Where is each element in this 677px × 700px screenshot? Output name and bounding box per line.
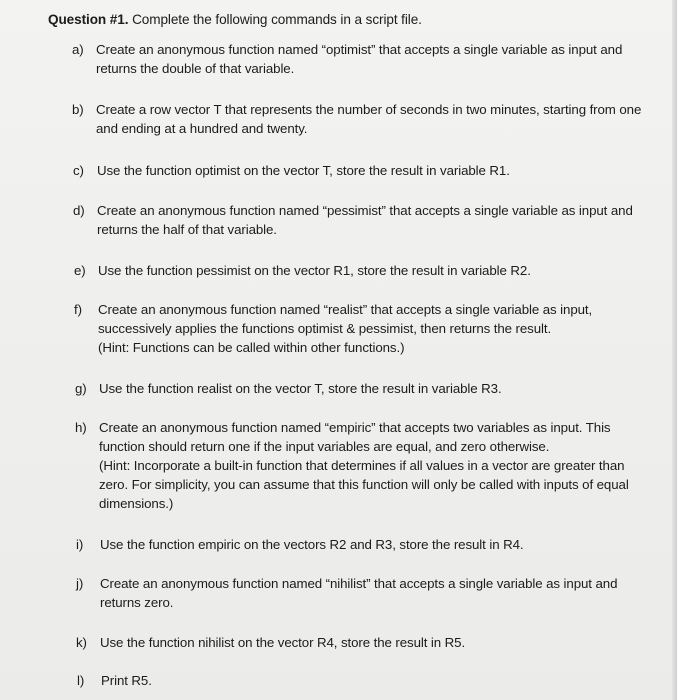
item-text bbox=[96, 40, 656, 78]
question-label: Question #1. bbox=[48, 12, 129, 27]
item-text bbox=[101, 671, 661, 690]
question-instruction: Complete the following commands in a script file. bbox=[128, 12, 422, 27]
item-line: returns zero. bbox=[100, 595, 174, 610]
item-text bbox=[97, 201, 657, 239]
item-marker: i) bbox=[76, 537, 84, 552]
item-marker: g) bbox=[75, 381, 87, 396]
item-text bbox=[98, 261, 658, 280]
item-line: returns the double of that variable. bbox=[96, 61, 295, 76]
item-text bbox=[97, 161, 657, 180]
item-marker: d) bbox=[73, 203, 85, 218]
item-line: dimensions.) bbox=[99, 496, 174, 511]
item-line: Create an anonymous function named “optimist” that accepts a single variable as input and bbox=[96, 42, 623, 57]
question-heading bbox=[48, 10, 422, 30]
item-line: returns the half of that variable. bbox=[97, 222, 277, 237]
item-line: (Hint: Functions can be called within other functions.) bbox=[98, 340, 405, 355]
item-line: Print R5. bbox=[101, 673, 152, 688]
item-marker: k) bbox=[76, 635, 87, 650]
item-line: Use the function pessimist on the vector R1, store the result in variable R2. bbox=[98, 263, 531, 278]
item-text bbox=[99, 379, 659, 398]
item-line: Use the function empiric on the vectors R2 and R3, store the result in R4. bbox=[100, 537, 524, 552]
item-marker: h) bbox=[75, 420, 87, 435]
page-edge bbox=[672, 0, 677, 700]
item-text bbox=[98, 300, 658, 357]
item-line: Use the function nihilist on the vector R4, store the result in R5. bbox=[100, 635, 466, 650]
item-text bbox=[100, 535, 660, 554]
item-marker: j) bbox=[76, 576, 84, 591]
item-line: Create an anonymous function named “pessimist” that accepts a single variable as input and bbox=[97, 203, 633, 218]
item-text bbox=[100, 574, 660, 612]
item-marker: l) bbox=[77, 673, 85, 688]
item-text bbox=[100, 633, 660, 652]
item-line: and ending at a hundred and twenty. bbox=[96, 121, 308, 136]
item-line: Use the function optimist on the vector T, store the result in variable R1. bbox=[97, 163, 510, 178]
item-marker: b) bbox=[72, 102, 84, 117]
item-line: function should return one if the input variables are equal, and zero otherwise. bbox=[99, 439, 550, 454]
item-line: Create an anonymous function named “nihilist” that accepts a single variable as input and bbox=[100, 576, 618, 591]
item-line: successively applies the functions optimist & pessimist, then returns the result. bbox=[98, 321, 552, 336]
item-text bbox=[96, 100, 656, 138]
item-text bbox=[99, 418, 659, 513]
item-marker: e) bbox=[74, 263, 86, 278]
item-marker: f) bbox=[74, 302, 82, 317]
item-line: Create a row vector T that represents the number of seconds in two minutes, starting from one bbox=[96, 102, 642, 117]
item-marker: a) bbox=[72, 42, 84, 57]
item-marker: c) bbox=[73, 163, 84, 178]
item-line: Create an anonymous function named “realist” that accepts a single variable as input, bbox=[98, 302, 593, 317]
item-line: zero. For simplicity, you can assume that this function will only be called with inputs of equal bbox=[99, 477, 629, 492]
item-line: (Hint: Incorporate a built-in function that determines if all values in a vector are greater than bbox=[99, 458, 625, 473]
item-line: Create an anonymous function named “empiric” that accepts two variables as input. This bbox=[99, 420, 611, 435]
item-line: Use the function realist on the vector T, store the result in variable R3. bbox=[99, 381, 502, 396]
